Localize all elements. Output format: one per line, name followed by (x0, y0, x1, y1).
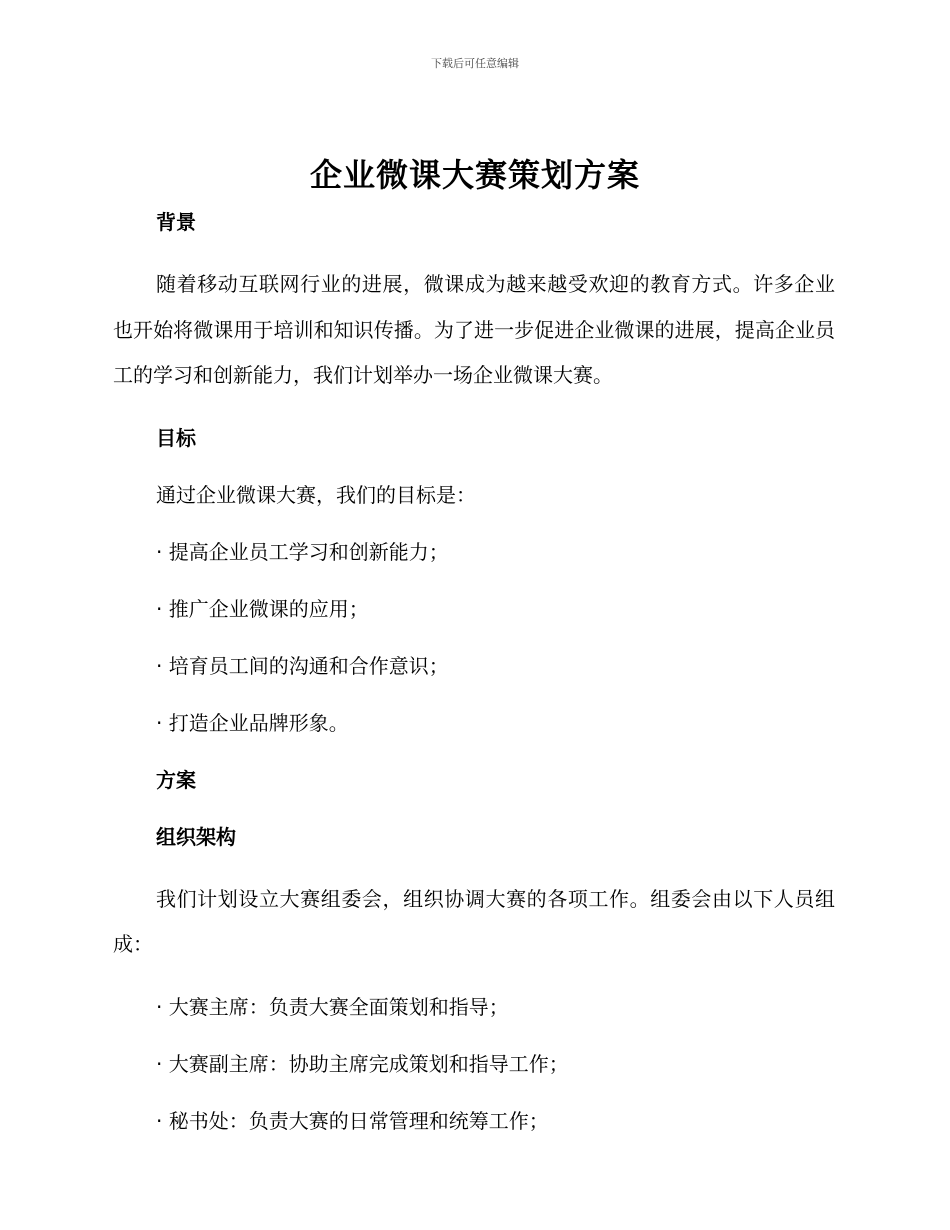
background-paragraph: 随着移动互联网行业的进展，微课成为越来越受欢迎的教育方式。许多企业也开始将微课用于培训和知识传播。为了进一步促进企业微课的进展，提高企业员工的学习和创新能力，我们计划举办一场企业微课大赛。 (113, 272, 835, 387)
organization-item: · 秘书处：负责大赛的日常管理和统筹工作； (156, 1108, 549, 1133)
goal-item: · 培育员工间的沟通和合作意识； (156, 653, 449, 678)
section-heading-background: 背景 (156, 210, 196, 234)
organization-item: · 大赛主席：负责大赛全面策划和指导； (156, 994, 509, 1019)
goal-item: · 提高企业员工学习和创新能力； (156, 539, 449, 564)
document-title: 企业微课大赛策划方案 (309, 156, 640, 194)
subsection-heading-organization: 组织架构 (156, 824, 236, 849)
section-heading-goals: 目标 (156, 425, 196, 450)
section-heading-plan: 方案 (156, 767, 196, 792)
goal-item: · 推广企业微课的应用； (156, 596, 369, 621)
document-body (113, 205, 835, 1139)
organization-item: · 大赛副主席：协助主席完成策划和指导工作； (156, 1051, 569, 1076)
goal-item: · 打造企业品牌形象。 (156, 710, 349, 735)
goals-intro: 通过企业微课大赛，我们的目标是： (156, 482, 476, 507)
organization-paragraph: 我们计划设立大赛组委会，组织协调大赛的各项工作。组委会由以下人员组成： (113, 886, 835, 956)
page-header-note: 下载后可任意编辑 (431, 57, 519, 70)
